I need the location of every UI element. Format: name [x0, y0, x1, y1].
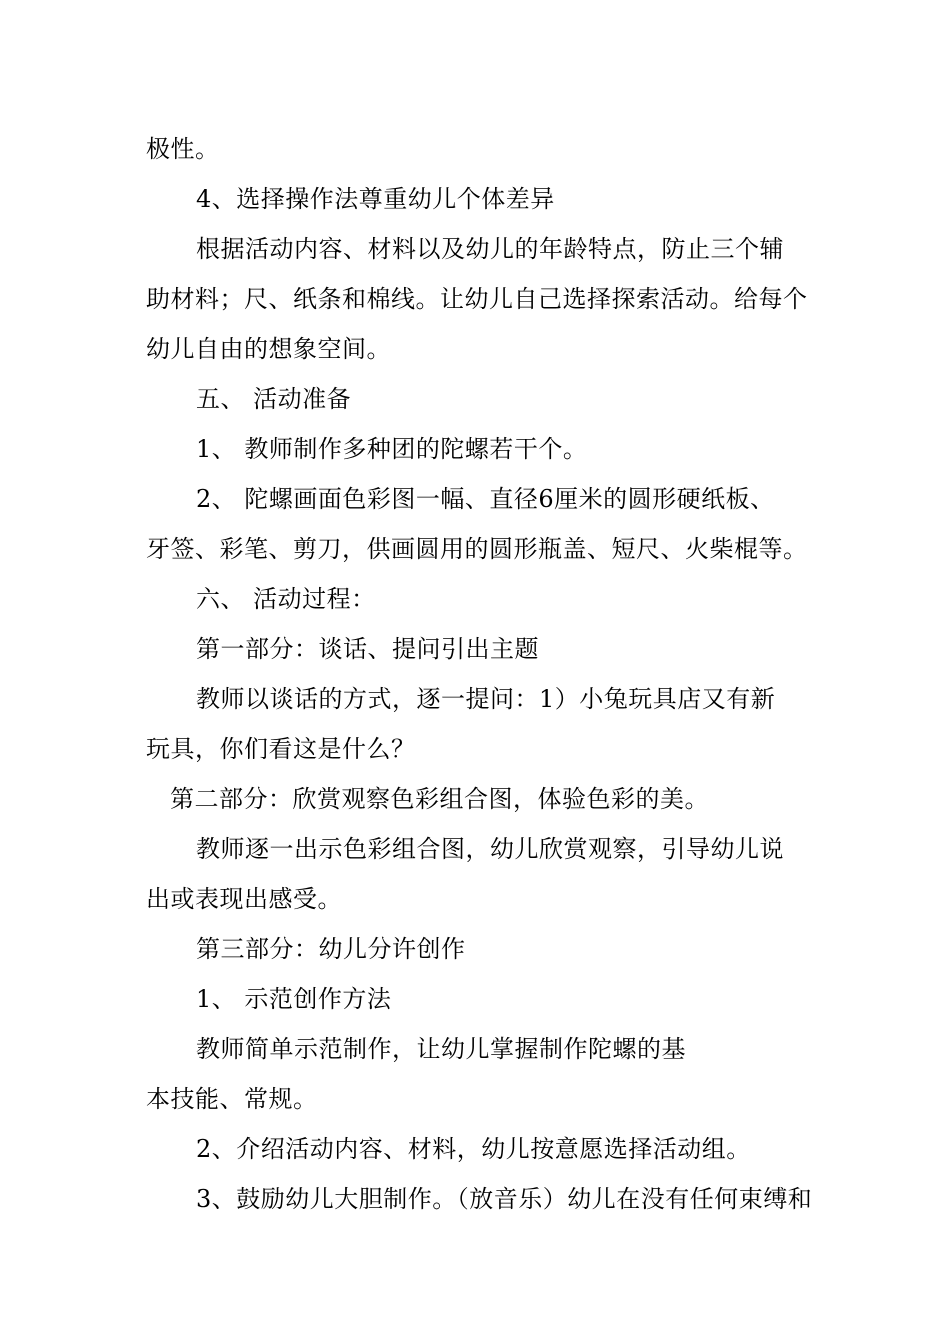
list-item: 2、介绍活动内容、材料，幼儿按意愿选择活动组。 — [196, 1135, 751, 1163]
subsection-heading: 第三部分：幼儿分许创作 — [196, 935, 466, 963]
list-item: 3、鼓励幼儿大胆制作。（放音乐）幼儿在没有任何束缚和 — [196, 1185, 813, 1213]
text-line: 牙签、彩笔、剪刀，供画圆用的圆形瓶盖、短尺、火柴棍等。 — [146, 535, 808, 563]
text-line: 教师逐一出示色彩组合图，幼儿欣赏观察，引导幼儿说 — [196, 835, 784, 863]
text-line: 本技能、常规。 — [146, 1085, 318, 1113]
list-item: 1、 教师制作多种团的陀螺若干个。 — [196, 435, 588, 463]
section-heading: 五、 活动准备 — [196, 385, 352, 413]
text-line: 极性。 — [146, 135, 220, 163]
text-line: 出或表现出感受。 — [146, 885, 342, 913]
text-line: 教师简单示范制作，让幼儿掌握制作陀螺的基 — [196, 1035, 686, 1063]
text-line: 根据活动内容、材料以及幼儿的年龄特点，防止三个辅 — [196, 235, 784, 263]
subsection-heading: 第一部分：谈话、提问引出主题 — [196, 635, 539, 663]
text-line: 幼儿自由的想象空间。 — [146, 335, 391, 363]
list-item: 2、 陀螺画面色彩图一幅、直径6厘米的圆形硬纸板、 — [196, 485, 775, 513]
subsection-heading: 第二部分：欣赏观察色彩组合图，体验色彩的美。 — [170, 785, 709, 813]
section-heading: 4、选择操作法尊重幼儿个体差异 — [196, 185, 555, 213]
text-line: 玩具，你们看这是什么？ — [146, 735, 416, 763]
text-line: 教师以谈话的方式，逐一提问：1）小兔玩具店又有新 — [196, 685, 776, 713]
text-line: 助材料；尺、纸条和棉线。让幼儿自己选择探索活动。给每个 — [146, 285, 808, 313]
list-item: 1、 示范创作方法 — [196, 985, 392, 1013]
section-heading: 六、 活动过程： — [196, 585, 376, 613]
